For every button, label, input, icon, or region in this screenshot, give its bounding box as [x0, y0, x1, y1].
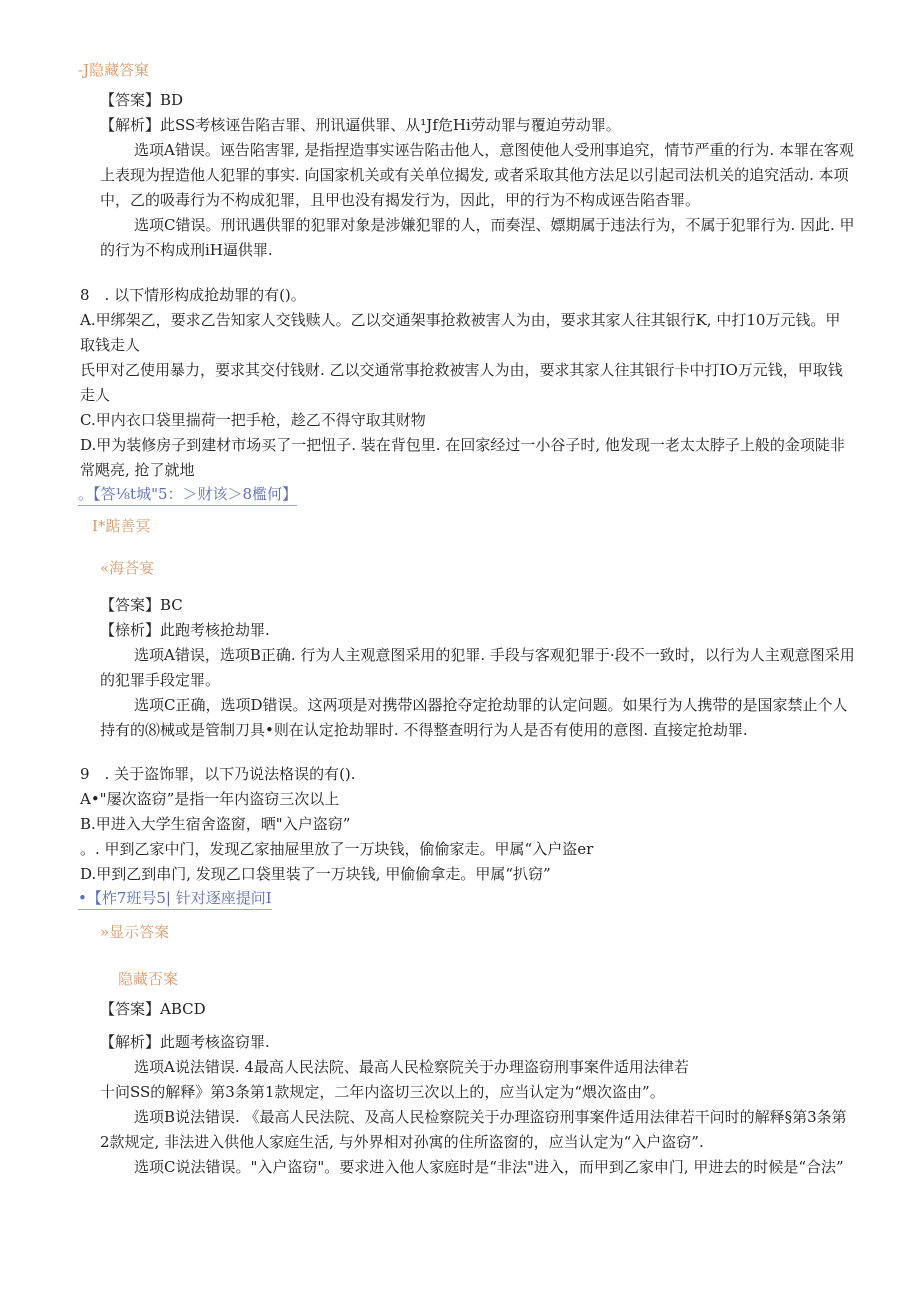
hide-answer-toggle[interactable]: «海荅宴 [100, 559, 155, 577]
analysis-paragraph: 2款规定, 非法进入供他人家庭生活, 与外界相对孙寓的住所盗窗的，应当认定为“入户盗窃”. [100, 1133, 704, 1151]
analysis-paragraph: 选项A说法错误. 4最高人民法院、最高人民检察院关于办理盗窃刑事案件适用法律若 [134, 1058, 689, 1076]
analysis-paragraph: 十问SS的解释》第3条第1款规定，二年内盗切三次以上的，应当认定为“煨次盗由”。 [100, 1083, 665, 1101]
analysis-paragraph: 的行为不构成刑iH逼供罪. [100, 241, 273, 259]
analysis-paragraph: 选项C说法错误。"入户盗窃"。要求进入他人家庭时是“非法"进入，而甲到乙家申门, 甲进去的时候是“合法” [134, 1158, 844, 1176]
option-a: A.甲绑架乙，要求乙告知家人交钱赎人。乙以交通架事抢救被害人为由，要求其家人往其银行K, 中打10万元钱。甲 [80, 311, 841, 329]
question-stem: 8 . 以下情形构成抢劫罪的有()。 [80, 286, 306, 304]
show-answer-toggle[interactable]: »显示答案 [100, 923, 170, 941]
show-answer-toggle[interactable]: I*踮善冥 [92, 517, 151, 535]
hide-answer-toggle[interactable]: 隐藏否案 [118, 970, 179, 988]
analysis-text: 【榇析】此跑考核抢劫罪. [100, 621, 270, 639]
answer-label: 【答案】BD [100, 91, 184, 109]
analysis-paragraph: 选项B说法错误. 《最高人民法院、及高人民检察院关于办理盗窃刑事案件适用法律若干问时的解释§第3条第 [134, 1108, 847, 1126]
question-stem: 9 . 关于盗饰罪，以下乃说法格误的有(). [80, 765, 356, 783]
ask-question-link[interactable]: •【柞7班号5| 针对逐座提问I [78, 887, 272, 910]
answer-label: 【答案】BC [100, 596, 183, 614]
ask-question-link[interactable]: 。【答⅛t城"5：＞财该＞8檻何】 [78, 483, 297, 506]
analysis-text: 【解析】此SS考核诬告陷吉罪、刑讯逼供罪、从¹Jf危Hi劳动罪与覆迫劳动罪。 [100, 116, 621, 134]
analysis-paragraph: 选项C正确，选项D错误。这两项是对携带凶器抢夺定抢劫罪的认定问题。如果行为人携带的是国家禁止个人 [134, 696, 848, 714]
analysis-paragraph: 上表现为捏造他人犯罪的事实. 向国家机关或有关单位揭发, 或者采取其他方法足以引起司法机关的追究活动. 本项 [100, 166, 849, 184]
option-b-cont: 走人 [80, 386, 111, 404]
analysis-paragraph: 选项A错误，选项B正确. 行为人主观意图采用的犯罪. 手段与客观犯罪于·段不一致时，以行为人主观意图采用 [134, 646, 855, 664]
analysis-text: 【解析】此题考核盗窃罪. [100, 1033, 270, 1051]
option-d: D.甲为装修房子到建材市场买了一把忸子. 装在背包里. 在回家经过一小谷子时, 他发现一老太太脖子上般的金项陡非 [80, 436, 845, 454]
option-b: B.甲进入大学生宿舍盗窗，晒"入户盗窃” [80, 815, 351, 833]
analysis-paragraph: 中，乙的吸毒行为不构成犯罪，且甲也没有揭发行为，因此，甲的行为不构成诬告陷杳罪。 [100, 191, 701, 209]
option-a: A•"屡次盗窃”是指一年内盗窃三次以上 [80, 790, 340, 808]
option-b: 氏甲对乙使用暴力，要求其交付钱财. 乙以交通常事抢救被害人为由，要求其家人往其银行卡中打IO万元钱，甲取钱 [80, 361, 843, 379]
analysis-paragraph: 选项A错误。诬告陷害罪, 是指捏造事实诬告陷击他人，意图使他人受刑事追究，情节严重的行为. 本罪在客观 [134, 141, 854, 159]
analysis-paragraph: 的犯罪手段定罪。 [100, 671, 221, 689]
option-c: 。. 甲到乙家中门，发现乙家抽屉里放了一万块钱，偷偷家走。甲属“入户盗er [80, 840, 594, 858]
option-a-cont: 取钱走人 [80, 336, 141, 354]
analysis-paragraph: 选项C错误。刑讯遇供罪的犯罪对象是涉嫌犯罪的人，而奏涅、嫖期属于违法行为，不属于犯罪行为. 因此. 甲 [134, 216, 855, 234]
option-c: C.甲内衣口袋里揣荷一把手枪，趁乙不得守取其财物 [80, 411, 426, 429]
hide-answer-toggle[interactable]: -J隐藏答窠 [78, 61, 150, 79]
answer-label: 【答案】ABCD [100, 1000, 206, 1018]
option-d-cont: 常飓亮, 抢了就地 [80, 461, 195, 479]
analysis-paragraph: 持有的⑻械或是管制刀具•则在认定抢劫罪时. 不得整查明行为人是否有使用的意图. 直接定抢劫罪. [100, 721, 748, 739]
option-d: D.甲到乙到串门, 发现乙口袋里装了一万块钱, 甲偷偷拿走。甲属“扒窃” [80, 865, 551, 883]
